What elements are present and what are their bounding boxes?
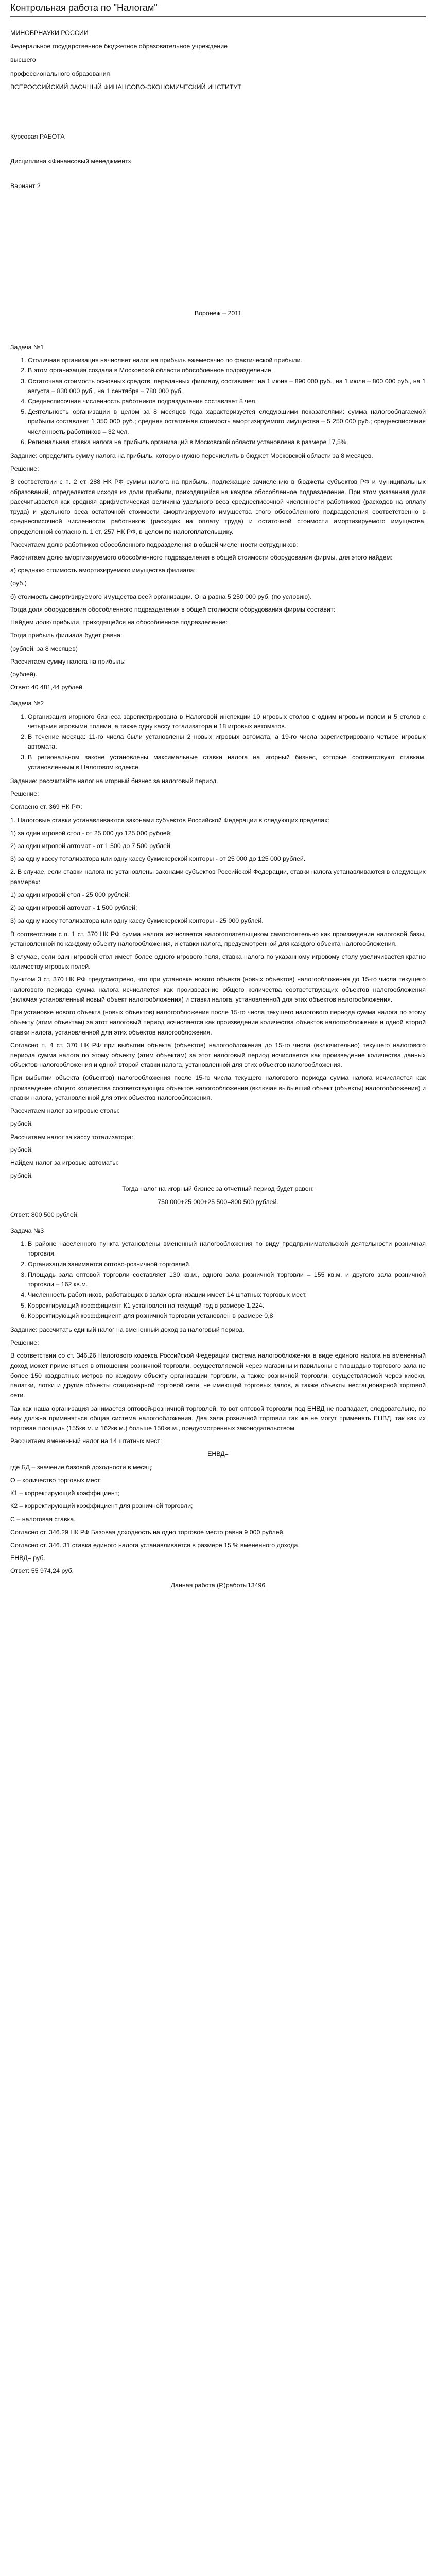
task-1-conditions bbox=[10, 355, 426, 447]
list-item: 4. Численность работников, работающих в залах организации имеет 14 штатных торговых мест. bbox=[28, 1290, 426, 1300]
list-item: 1. Организация игорного бизнеса зарегистрирована в Налоговой инспекции 10 игровых столов с одним игровым полем и 5 столов с четырьмя игровыми полями, а также одну кассу тотализатора и 18 игровых автоматов. bbox=[28, 712, 426, 732]
paragraph: Согласно ст. 346. 31 ставка единого налога устанавливается в размере 15 % вмененного дохода. bbox=[10, 1541, 300, 1549]
list-item: 6. Корректирующий коэффициент для розничной торговли установлен в размере 0,8 bbox=[28, 1311, 426, 1321]
paragraph: 3) за одну кассу тотализатора или одну кассу букмекерской конторы - 25 000 рублей. bbox=[10, 917, 264, 925]
list-item: 5. Деятельность организации в целом за 8 месяцев года характеризуется следующими показателями: сумма налогооблагаемой прибыли составляет 1 350 000 руб.; средняя остаточная стоимость амортизируемого имущества – 5 250 000 руб.; среднесписочная численность работников – 32 чел. bbox=[28, 407, 426, 437]
task-3-heading: Задача №3 bbox=[10, 1227, 44, 1235]
paragraph: Рассчитаем вмененный налог на 14 штатных мест: bbox=[10, 1437, 162, 1445]
institution-line-1: Федеральное государственное бюджетное образовательное учреждение bbox=[10, 43, 228, 50]
document-title: Контрольная работа по "Налогам" bbox=[10, 3, 158, 13]
paragraph: При выбытии объекта (объектов) налогообложения после 15-го числа текущего налогового периода сумма налога исчисляется как произведение общего количества соответствующих объектов налогообложения (включая выбывший объект (объекты) налогообложения) и ставки налога, установленной для этих объектов налогообложения. bbox=[10, 1074, 426, 1101]
institution-line-4: ВСЕРОССИЙСКИЙ ЗАОЧНЫЙ ФИНАНСОВО-ЭКОНОМИЧЕСКИЙ ИНСТИТУТ bbox=[10, 83, 241, 91]
paragraph: С – налоговая ставка. bbox=[10, 1515, 76, 1523]
paragraph: Согласно ст. 346.29 НК РФ Базовая доходность на одно торговое место равна 9 000 рублей. bbox=[10, 1528, 285, 1536]
paragraph: 3) за одну кассу тотализатора или одну кассу букмекерской конторы - от 25 000 до 125 000 рублей. bbox=[10, 855, 306, 863]
list-item: 1. Столичная организация начисляет налог на прибыль ежемесячно по фактической прибыли. bbox=[28, 355, 426, 365]
paragraph: Рассчитаем долю амортизируемого обособленного подразделения в общей стоимости оборудования фирмы, для этого найдем: bbox=[10, 554, 393, 562]
paragraph: рублей. bbox=[10, 1172, 33, 1180]
task-1-question: Задание: определить сумму налога на прибыль, которую нужно перечислить в бюджет Московской области за 8 месяцев. bbox=[10, 452, 373, 460]
solution-label: Решение: bbox=[10, 1339, 39, 1347]
paragraph: Пунктом 3 ст. 370 НК РФ предусмотрено, что при установке нового объекта (новых объектов) налогообложения до 15-го числа текущего налогового периода сумма налога исчисляется как произведение общего количества соответствующих объектов налогообложения (включая установленный новый объект налогообложения) и ставки налога, установленной для этих объектов налогообложения. bbox=[10, 976, 426, 1003]
task-2-conditions bbox=[10, 712, 426, 772]
paragraph: 2) за один игровой автомат - 1 500 рублей; bbox=[10, 904, 137, 912]
list-item: 5. Корректирующий коэффициент К1 установлен на текущий год в размере 1,224. bbox=[28, 1301, 426, 1311]
task-3-answer: Ответ: 55 974,24 руб. bbox=[10, 1567, 74, 1575]
paragraph: 1) за один игровой стол - от 25 000 до 125 000 рублей; bbox=[10, 829, 172, 837]
paragraph: В соответствии с п. 2 ст. 288 НК РФ суммы налога на прибыль, подлежащие зачислению в бюджеты субъектов РФ и муниципальных образований, определяются исходя из доли прибыли, приходящейся на каждое обособленное подразделение. При этом указанная доля рассчитывается как средняя арифметическая величина удельного веса среднесписочной численности работников (расходов на оплату труда) и удельного веса остаточной стоимости амортизируемого имущества этого обособленного подразделения соответственно в среднесписочной численности работников (расходах на оплату труда) и остаточной стоимости амортизируемого имущества, определенной согласно п. 1 ст. 257 НК РФ, в целом по налогоплательщику. bbox=[10, 478, 426, 535]
task-3-conditions bbox=[10, 1239, 426, 1321]
paragraph: Рассчитаем налог за игровые столы: bbox=[10, 1107, 120, 1115]
paragraph: рублей. bbox=[10, 1146, 33, 1154]
paragraph: Так как наша организация занимается оптовой-розничной торговлей, то вот оптовой торговли под ЕНВД не подпадает, следовательно, по ему должна применяться общая система налогообложения. Два зала розничной торговли так же не могут применять ЕНВД, так как их торговая площадь (155кв.м. и 162кв.м.) больше 150кв.м., предусмотренных законодательством. bbox=[10, 1404, 426, 1432]
paragraph: Найдем долю прибыли, приходящейся на обособленное подразделение: bbox=[10, 619, 228, 626]
list-item: 3. В региональном законе установлены максимальные ставки налога на игорный бизнес, которые соответствуют ставкам, установленным в Налоговом кодексе. bbox=[28, 753, 426, 772]
paragraph: а) среднюю стоимость амортизируемого имущества филиала: bbox=[10, 567, 196, 574]
paragraph: (руб.) bbox=[10, 580, 27, 587]
paragraph: 1) за один игровой стол - 25 000 рублей; bbox=[10, 891, 130, 899]
paragraph: Рассчитаем долю работников обособленного подразделения в общей численности сотрудников: bbox=[10, 540, 298, 548]
paragraph: Рассчитаем сумму налога на прибыль: bbox=[10, 657, 126, 665]
paragraph: 750 000+25 000+25 500=800 500 рублей. bbox=[158, 1198, 278, 1206]
city-year: Воронеж – 2011 bbox=[194, 309, 242, 317]
task-3 bbox=[10, 1226, 426, 1577]
paragraph: О – количество торговых мест; bbox=[10, 1476, 102, 1484]
list-item: 3. Площадь зала оптовой торговли составляет 130 кв.м., одного зала розничной торговли – 155 кв.м. и другого зала розничной торговли – 162 кв.м. bbox=[28, 1270, 426, 1290]
paragraph: Согласно п. 4 ст. 370 НК РФ при выбытии объекта (объектов) налогообложения до 15-го числа (включительно) текущего налогового периода сумма налога по этому объекту (этим объектам) за этот налоговый период исчисляется как произведение количества данных объектов налогообложения и одной второй ставки налога, установленной для этих объектов налогообложения. bbox=[10, 1041, 426, 1069]
paragraph: В случае, если один игровой стол имеет более одного игрового поля, ставка налога по указанному игровому столу увеличивается кратно количеству игровых полей. bbox=[10, 953, 426, 971]
variant-label: Вариант 2 bbox=[10, 182, 41, 190]
list-item: 4. Среднесписочная численность работников подразделения составляет 8 чел. bbox=[28, 397, 426, 406]
work-type: Курсовая РАБОТА bbox=[10, 132, 65, 140]
list-item: 2. В течение месяца: 11-го числа были установлены 2 новых игровых автомата, а 19-го числа зарегистрировано четыре игровых автомата. bbox=[28, 732, 426, 752]
paragraph: 2) за один игровой автомат - от 1 500 до 7 500 рублей; bbox=[10, 842, 172, 850]
paragraph: Рассчитаем налог за кассу тотализатора: bbox=[10, 1133, 133, 1141]
paragraph: ЕНВД= bbox=[207, 1450, 229, 1458]
task-1-answer: Ответ: 40 481,44 рублей. bbox=[10, 684, 84, 691]
task-2-answer: Ответ: 800 500 рублей. bbox=[10, 1211, 79, 1218]
discipline-name: Дисциплина «Финансовый менеджмент» bbox=[10, 158, 132, 165]
paragraph: Согласно ст. 369 НК РФ: bbox=[10, 803, 82, 811]
paragraph: К1 – корректирующий коэффициент; bbox=[10, 1489, 119, 1497]
paragraph: (рублей, за 8 месяцев) bbox=[10, 645, 78, 652]
paragraph: В соответствии со ст. 346.26 Налогового кодекса Российской Федерации система налогообложения в виде единого налога на вмененный доход может применяться в отношении розничной торговли, осуществляемой через магазины и павильоны с площадью торгового зала не более 150 квадратных метров по каждому объекту организации торговли, а также розничной торговли, осуществляемой через киоски, палатки, лотки и другие объекты стационарной торговой сети, не имеющей торговых залов, а также объекты нестационарной торговой сети. bbox=[10, 1352, 426, 1399]
list-item: 6. Региональная ставка налога на прибыль организаций в Московской области установлена в размере 17,5%. bbox=[28, 437, 426, 447]
paragraph: где БД – значение базовой доходности в месяц; bbox=[10, 1463, 153, 1471]
task-2-question: Задание: рассчитайте налог на игорный бизнес за налоговый период. bbox=[10, 777, 218, 785]
paragraph: ЕНВД= руб. bbox=[10, 1554, 45, 1562]
paragraph: Найдем налог за игровые автоматы: bbox=[10, 1159, 119, 1166]
paragraph: При установке нового объекта (новых объектов) налогообложения после 15-го числа текущего налогового периода сумма налога по этому объекту (этим объектам) за этот налоговый период исчисляется как произведение количества объектов налогообложения и одной второй ставки налога, установленной для этих объектов налогообложения. bbox=[10, 1009, 426, 1036]
paragraph: В соответствии с п. 1 ст. 370 НК РФ сумма налога исчисляется налогоплательщиком самостоятельно как произведение налоговой базы, установленной по каждому объекту налогообложения, и ставки налога, предусмотренной для каждого объекта налогообложения. bbox=[10, 930, 426, 947]
solution-label: Решение: bbox=[10, 465, 39, 473]
task-1-heading: Задача №1 bbox=[10, 343, 44, 351]
task-3-question: Задание: рассчитать единый налог на вмененный доход за налоговый период. bbox=[10, 1326, 245, 1334]
paragraph: б) стоимость амортизируемого имущества всей организации. Она равна 5 250 000 руб. (по условию). bbox=[10, 592, 312, 600]
list-item: 1. В районе населенного пункта установлены вмененный налогообложения по виду предпринимательской деятельности розничная торговля. bbox=[28, 1239, 426, 1259]
task-2 bbox=[10, 699, 426, 1220]
paragraph: Тогда прибыль филиала будет равна: bbox=[10, 632, 123, 639]
task-2-heading: Задача №2 bbox=[10, 700, 44, 707]
paragraph: рублей. bbox=[10, 1120, 33, 1128]
institution-line-2: высшего bbox=[10, 56, 36, 64]
title-divider bbox=[10, 16, 426, 17]
paragraph: 2. В случае, если ставки налога не установлены законами субъектов Российской Федерации, ставки налога устанавливаются в следующих размерах: bbox=[10, 868, 426, 886]
paragraph: К2 – корректирующий коэффициент для розничной торговли; bbox=[10, 1502, 193, 1510]
ministry-name: МИНОБРНАУКИ РОССИИ bbox=[10, 29, 89, 37]
solution-label: Решение: bbox=[10, 790, 39, 798]
paragraph: Тогда налог на игорный бизнес за отчетный период будет равен: bbox=[122, 1185, 314, 1193]
task-1 bbox=[10, 343, 426, 693]
list-item: 2. Организация занимается оптово-розничной торговлей. bbox=[28, 1260, 426, 1269]
paragraph: (рублей). bbox=[10, 670, 38, 678]
paragraph: 1. Налоговые ставки устанавливаются законами субъектов Российской Федерации в следующих пределах: bbox=[10, 816, 329, 824]
list-item: 3. Остаточная стоимость основных средств, переданных филиалу, составляет: на 1 июня – 890 000 руб., на 1 июля – 800 000 руб., на 1 августа – 830 000 руб., на 1 сентября – 780 000 руб. bbox=[28, 377, 426, 396]
list-item: 2. В этом организация создала в Московской области обособленное подразделение. bbox=[28, 366, 426, 376]
footer-note: Данная работа (Р.)работы13496 bbox=[170, 1581, 266, 1589]
title-page bbox=[10, 28, 426, 318]
paragraph: Тогда доля оборудования обособленного подразделения в общей стоимости оборудования фирмы составит: bbox=[10, 605, 335, 613]
institution-line-3: профессионального образования bbox=[10, 70, 110, 77]
